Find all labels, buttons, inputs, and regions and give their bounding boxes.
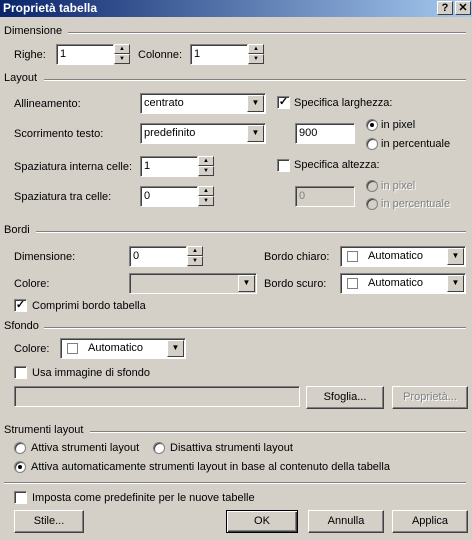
attiva-strumenti-label: Attiva strumenti layout xyxy=(31,442,140,454)
help-icon[interactable]: ? xyxy=(437,1,453,15)
bordi-dimensione-spinner[interactable]: ▲ ▼ xyxy=(187,246,203,267)
group-label-sfondo: Sfondo xyxy=(4,320,39,332)
larghezza-pixel-radio[interactable] xyxy=(366,119,378,131)
specifica-altezza-checkbox[interactable] xyxy=(277,159,290,172)
comprimi-bordo-checkbox[interactable]: ✓ xyxy=(15,299,26,311)
larghezza-pixel-label: in pixel xyxy=(381,119,416,131)
scorrimento-value: predefinito xyxy=(144,127,196,139)
spaziatura-interna-spinner[interactable]: ▲ ▼ xyxy=(198,156,214,177)
sfondo-colore-label: Colore: xyxy=(14,343,50,355)
righe-spinner[interactable]: ▲ ▼ xyxy=(114,44,130,65)
annulla-button[interactable]: Annulla xyxy=(308,510,384,533)
color-swatch xyxy=(347,251,358,262)
comprimi-bordo-label: Comprimi bordo tabella xyxy=(32,300,146,312)
sfondo-colore-value: Automatico xyxy=(88,342,144,354)
spaziatura-tra-label: Spaziatura tra celle: xyxy=(14,191,112,203)
larghezza-input[interactable]: 900 xyxy=(295,123,355,144)
group-divider xyxy=(90,431,466,433)
colonne-label: Colonne: xyxy=(138,49,183,61)
colonne-spinner[interactable]: ▲ ▼ xyxy=(248,44,264,65)
altezza-percentuale-label: in percentuale xyxy=(381,198,451,210)
dropdown-arrow-icon[interactable]: ▼ xyxy=(238,275,255,292)
bordi-dimensione-label: Dimensione: xyxy=(14,251,76,263)
footer-divider xyxy=(4,482,466,484)
bordo-chiaro-label: Bordo chiaro: xyxy=(264,251,330,263)
larghezza-percentuale-label: in percentuale xyxy=(381,138,451,150)
group-label-dimensione: Dimensione xyxy=(4,25,63,37)
spaziatura-interna-input[interactable]: 1 xyxy=(140,156,198,177)
color-swatch xyxy=(347,278,358,289)
usa-immagine-label: Usa immagine di sfondo xyxy=(32,367,151,379)
auto-strumenti-radio[interactable] xyxy=(14,461,26,473)
altezza-input[interactable]: 0 xyxy=(295,186,355,207)
larghezza-percentuale-radio[interactable] xyxy=(366,138,378,150)
predefinite-checkbox[interactable] xyxy=(14,491,27,504)
colonne-input[interactable]: 1 xyxy=(190,44,248,65)
altezza-percentuale-radio[interactable] xyxy=(366,198,378,210)
group-label-bordi: Bordi xyxy=(4,224,30,236)
color-swatch xyxy=(67,343,78,354)
altezza-pixel-radio[interactable] xyxy=(366,180,378,192)
proprieta-button[interactable]: Proprietà... xyxy=(392,386,468,409)
group-divider xyxy=(68,32,466,34)
allineamento-value: centrato xyxy=(144,97,184,109)
bordo-scuro-label: Bordo scuro: xyxy=(264,278,327,290)
righe-label: Righe: xyxy=(14,49,46,61)
spaziatura-tra-input[interactable]: 0 xyxy=(140,186,198,207)
group-label-strumenti: Strumenti layout xyxy=(4,424,84,436)
dropdown-arrow-icon[interactable]: ▼ xyxy=(447,275,464,292)
bordo-scuro-value: Automatico xyxy=(368,277,424,289)
spaziatura-interna-label: Spaziatura interna celle: xyxy=(14,161,133,173)
applica-button[interactable]: Applica xyxy=(392,510,468,533)
stile-button[interactable]: Stile... xyxy=(14,510,84,533)
sfondo-path-input[interactable] xyxy=(14,386,300,407)
dropdown-arrow-icon[interactable]: ▼ xyxy=(167,340,184,357)
spaziatura-tra-spinner[interactable]: ▲ ▼ xyxy=(198,186,214,207)
bordo-chiaro-value: Automatico xyxy=(368,250,424,262)
dropdown-arrow-icon[interactable]: ▼ xyxy=(247,125,264,142)
disattiva-strumenti-label: Disattiva strumenti layout xyxy=(170,442,293,454)
ok-button[interactable]: OK xyxy=(226,510,298,533)
attiva-strumenti-radio[interactable] xyxy=(14,442,26,454)
bordi-colore-label: Colore: xyxy=(14,278,50,290)
righe-input[interactable]: 1 xyxy=(56,44,114,65)
window-title: Proprietà tabella xyxy=(3,1,98,15)
group-divider xyxy=(44,327,466,329)
scorrimento-label: Scorrimento testo: xyxy=(14,128,104,140)
altezza-pixel-label: in pixel xyxy=(381,180,416,192)
sfoglia-button[interactable]: Sfoglia... xyxy=(306,386,384,409)
specifica-larghezza-label: Specifica larghezza: xyxy=(294,97,393,109)
group-divider xyxy=(36,231,466,233)
dropdown-arrow-icon[interactable]: ▼ xyxy=(247,95,264,112)
allineamento-label: Allineamento: xyxy=(14,98,81,110)
close-icon[interactable]: ✕ xyxy=(455,1,471,15)
specifica-altezza-label: Specifica altezza: xyxy=(294,159,380,171)
bordi-dimensione-input[interactable]: 0 xyxy=(129,246,187,267)
disattiva-strumenti-radio[interactable] xyxy=(153,442,165,454)
dropdown-arrow-icon[interactable]: ▼ xyxy=(447,248,464,265)
group-divider xyxy=(44,79,466,81)
specifica-larghezza-checkbox[interactable]: ✓ xyxy=(278,96,289,108)
usa-immagine-checkbox[interactable] xyxy=(14,366,27,379)
group-label-layout: Layout xyxy=(4,72,38,84)
auto-strumenti-label: Attiva automaticamente strumenti layout in base al contenuto della tabella xyxy=(31,461,390,473)
predefinite-label: Imposta come predefinite per le nuove tabelle xyxy=(32,492,255,504)
